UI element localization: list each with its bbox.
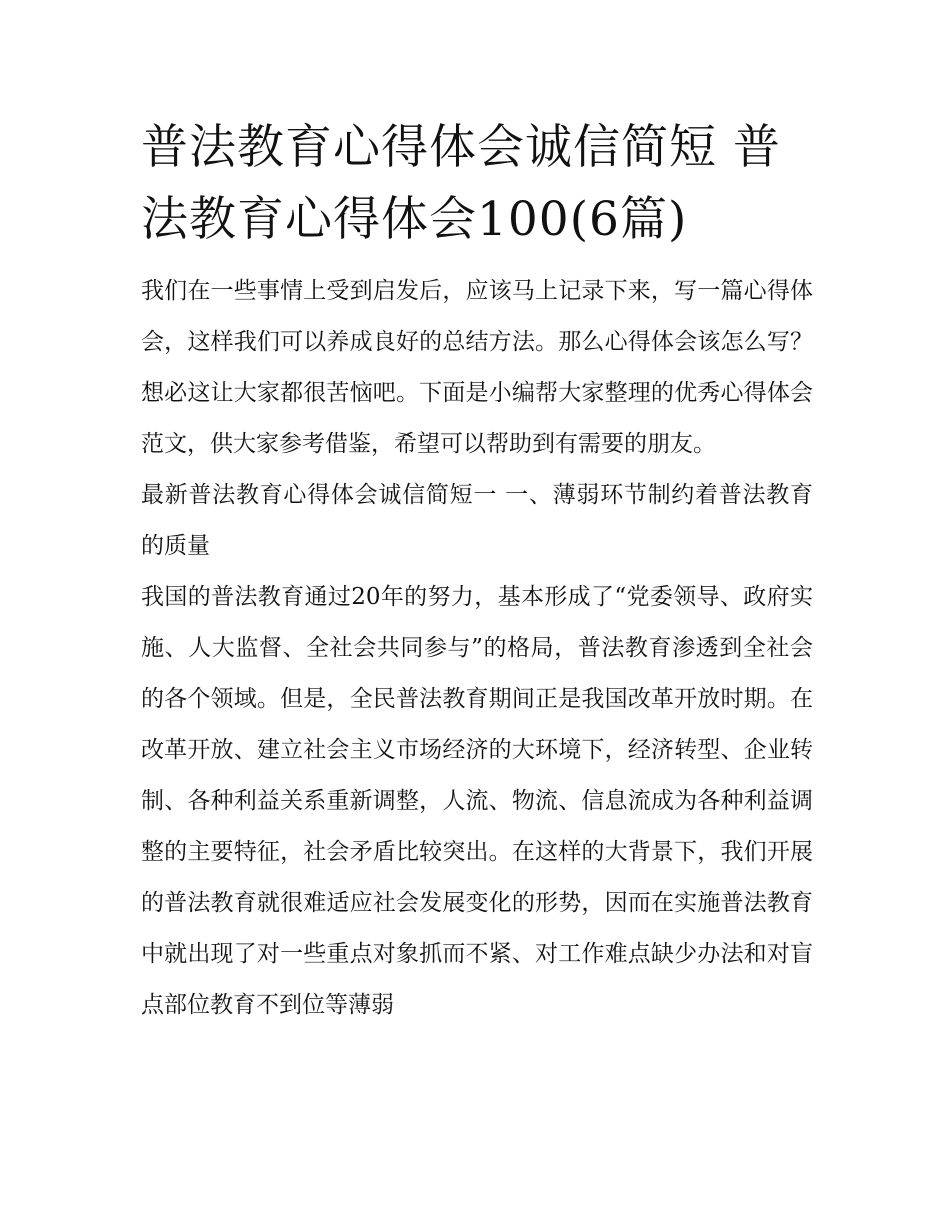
intro-paragraph: 我们在一些事情上受到启发后，应该马上记录下来，写一篇心得体会，这样我们可以养成良好的总结方法。那么心得体会该怎么写？想必这让大家都很苦恼吧。下面是小编帮大家整理的优秀心得体会范文，供大家参考借鉴，希望可以帮助到有需要的朋友。 [141,278,813,457]
document-page [141,112,813,1031]
body-paragraph: 我国的普法教育通过20年的努力，基本形成了“党委领导、政府实施、人大监督、全社会共同参与”的格局，普法教育渗透到全社会的各个领域。但是，全民普法教育期间正是我国改革开放时期。在改革开放、建立社会主义市场经济的大环境下，经济转型、企业转制、各种利益关系重新调整，人流、物流、信息流成为各种利益调整的主要特征，社会矛盾比较突出。在这样的大背景下，我们开展的普法教育就很难适应社会发展变化的形势，因而在实施普法教育中就出现了对一些重点对象抓而不紧、对工作难点缺少办法和对盲点部位教育不到位等薄弱 [141,584,813,1018]
document-title: 普法教育心得体会诚信简短 普法教育心得体会100(6篇) [141,120,781,247]
section-heading: 最新普法教育心得体会诚信简短一 一、薄弱环节制约着普法教育的质量 [141,482,813,559]
